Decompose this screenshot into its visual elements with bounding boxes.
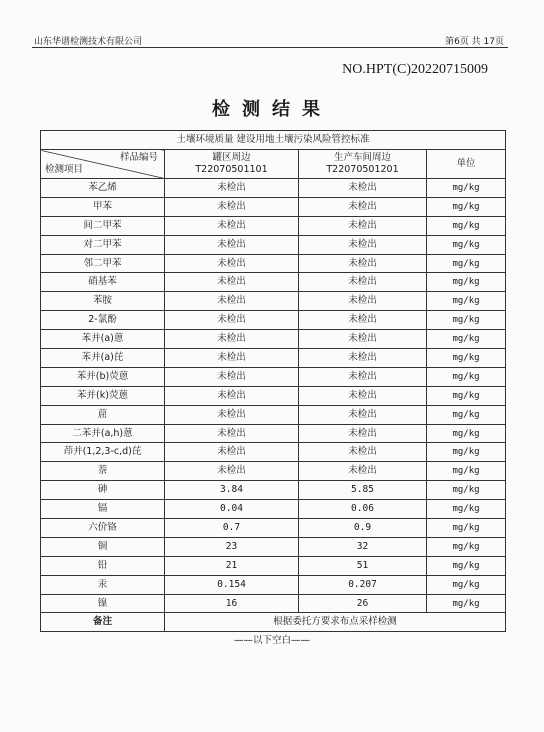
table-row [41,179,506,198]
value-cell-2: 0.207 [299,575,427,594]
value-cell-1: 未检出 [165,292,299,311]
column-1-name: 罐区周边 [212,152,251,163]
unit-cell: mg/kg [427,500,506,519]
value-cell-2: 未检出 [299,330,427,349]
table-row [41,556,506,575]
value-cell-1: 未检出 [165,386,299,405]
unit-cell: mg/kg [427,386,506,405]
value-cell-1: 未检出 [165,179,299,198]
column-2-name: 生产车间周边 [333,152,391,163]
value-cell-1: 未检出 [165,424,299,443]
unit-cell: mg/kg [427,349,506,368]
unit-cell: mg/kg [427,519,506,538]
unit-cell: mg/kg [427,424,506,443]
table-row [41,235,506,254]
unit-cell: mg/kg [427,254,506,273]
test-item-cell: 2-氯酚 [41,311,165,330]
test-item-cell: 铜 [41,537,165,556]
value-cell-2: 未检出 [299,179,427,198]
table-row [41,594,506,613]
value-cell-2: 26 [299,594,427,613]
unit-cell: mg/kg [427,292,506,311]
test-item-cell: 砷 [41,481,165,500]
unit-cell: mg/kg [427,462,506,481]
test-item-cell: 茚并(1,2,3-c,d)芘 [41,443,165,462]
value-cell-1: 未检出 [165,273,299,292]
unit-cell: mg/kg [427,235,506,254]
unit-cell: mg/kg [427,330,506,349]
table-row [41,386,506,405]
table-row [41,197,506,216]
value-cell-1: 未检出 [165,216,299,235]
test-item-cell: 间二甲苯 [41,216,165,235]
test-item-cell: 硝基苯 [41,273,165,292]
test-item-cell: 苯并(k)荧蒽 [41,386,165,405]
test-item-cell: 铅 [41,556,165,575]
test-item-cell: 汞 [41,575,165,594]
value-cell-1: 未检出 [165,330,299,349]
test-item-cell: 苯乙烯 [41,179,165,198]
value-cell-2: 未检出 [299,424,427,443]
table-row [41,349,506,368]
value-cell-2: 5.85 [299,481,427,500]
table-row [41,367,506,386]
table-row [41,254,506,273]
value-cell-1: 23 [165,537,299,556]
value-cell-1: 未检出 [165,349,299,368]
end-of-content-mark: ——以下空白—— [233,635,310,646]
table-row [41,424,506,443]
table-row [41,481,506,500]
remark-text: 根据委托方要求布点采样检测 [165,613,506,632]
value-cell-2: 0.06 [299,500,427,519]
column-header-1 [165,150,299,179]
table-row [41,311,506,330]
value-cell-1: 0.04 [165,500,299,519]
unit-cell: mg/kg [427,273,506,292]
unit-cell: mg/kg [427,443,506,462]
value-cell-2: 未检出 [299,443,427,462]
unit-cell: mg/kg [427,216,506,235]
diagonal-header-cell [41,150,165,179]
table-row [41,443,506,462]
test-item-cell: 苯并(a)芘 [41,349,165,368]
value-cell-2: 未检出 [299,197,427,216]
column-header-2 [299,150,427,179]
value-cell-2: 未检出 [299,367,427,386]
value-cell-1: 0.154 [165,575,299,594]
test-item-cell: 苯并(b)荧蒽 [41,367,165,386]
value-cell-1: 21 [165,556,299,575]
table-row [41,273,506,292]
unit-cell: mg/kg [427,311,506,330]
value-cell-1: 未检出 [165,367,299,386]
unit-cell: mg/kg [427,556,506,575]
results-table [40,130,506,632]
page-number: 第6页 共 17页 [445,37,504,47]
page-title: 检测结果 [212,99,332,120]
test-item-cell: 镍 [41,594,165,613]
table-row [41,405,506,424]
test-item-cell: 邻二甲苯 [41,254,165,273]
unit-cell: mg/kg [427,575,506,594]
sample-id-header: 样品编号 [119,152,158,163]
value-cell-1: 未检出 [165,311,299,330]
table-row [41,292,506,311]
unit-cell: mg/kg [427,367,506,386]
unit-cell: mg/kg [427,537,506,556]
unit-cell: mg/kg [427,594,506,613]
value-cell-1: 未检出 [165,443,299,462]
column-2-id: T22070501201 [326,164,399,175]
test-item-header: 检测项目 [45,164,84,175]
value-cell-1: 未检出 [165,462,299,481]
test-item-cell: 二苯并(a,h)蒽 [41,424,165,443]
value-cell-1: 未检出 [165,197,299,216]
value-cell-2: 未检出 [299,386,427,405]
value-cell-2: 未检出 [299,462,427,481]
value-cell-2: 未检出 [299,405,427,424]
value-cell-2: 32 [299,537,427,556]
value-cell-1: 3.84 [165,481,299,500]
test-item-cell: 苯并(a)蒽 [41,330,165,349]
value-cell-1: 0.7 [165,519,299,538]
remark-row [41,613,506,632]
header-divider [32,47,508,48]
unit-cell: mg/kg [427,197,506,216]
value-cell-2: 未检出 [299,292,427,311]
test-item-cell: 六价铬 [41,519,165,538]
test-item-cell: 苯胺 [41,292,165,311]
value-cell-2: 未检出 [299,216,427,235]
remark-label: 备注 [41,613,165,632]
table-caption: 土壤环境质量 建设用地土壤污染风险管控标准 [41,131,506,150]
unit-header: 单位 [427,150,506,179]
table-row [41,330,506,349]
test-item-cell: 䓛 [41,405,165,424]
value-cell-2: 未检出 [299,235,427,254]
value-cell-2: 未检出 [299,349,427,368]
value-cell-1: 16 [165,594,299,613]
test-item-cell: 镉 [41,500,165,519]
value-cell-2: 未检出 [299,254,427,273]
table-row [41,519,506,538]
test-item-cell: 甲苯 [41,197,165,216]
unit-cell: mg/kg [427,481,506,500]
value-cell-2: 0.9 [299,519,427,538]
column-1-id: T22070501101 [195,164,268,175]
value-cell-2: 51 [299,556,427,575]
value-cell-1: 未检出 [165,254,299,273]
report-number: NO.HPT(C)20220715009 [342,62,488,77]
value-cell-2: 未检出 [299,273,427,292]
test-item-cell: 萘 [41,462,165,481]
unit-cell: mg/kg [427,405,506,424]
table-row [41,216,506,235]
table-row [41,500,506,519]
table-row [41,537,506,556]
table-row [41,462,506,481]
test-item-cell: 对二甲苯 [41,235,165,254]
table-row [41,575,506,594]
value-cell-1: 未检出 [165,235,299,254]
company-name: 山东华谱检测技术有限公司 [34,37,143,47]
unit-cell: mg/kg [427,179,506,198]
value-cell-1: 未检出 [165,405,299,424]
value-cell-2: 未检出 [299,311,427,330]
